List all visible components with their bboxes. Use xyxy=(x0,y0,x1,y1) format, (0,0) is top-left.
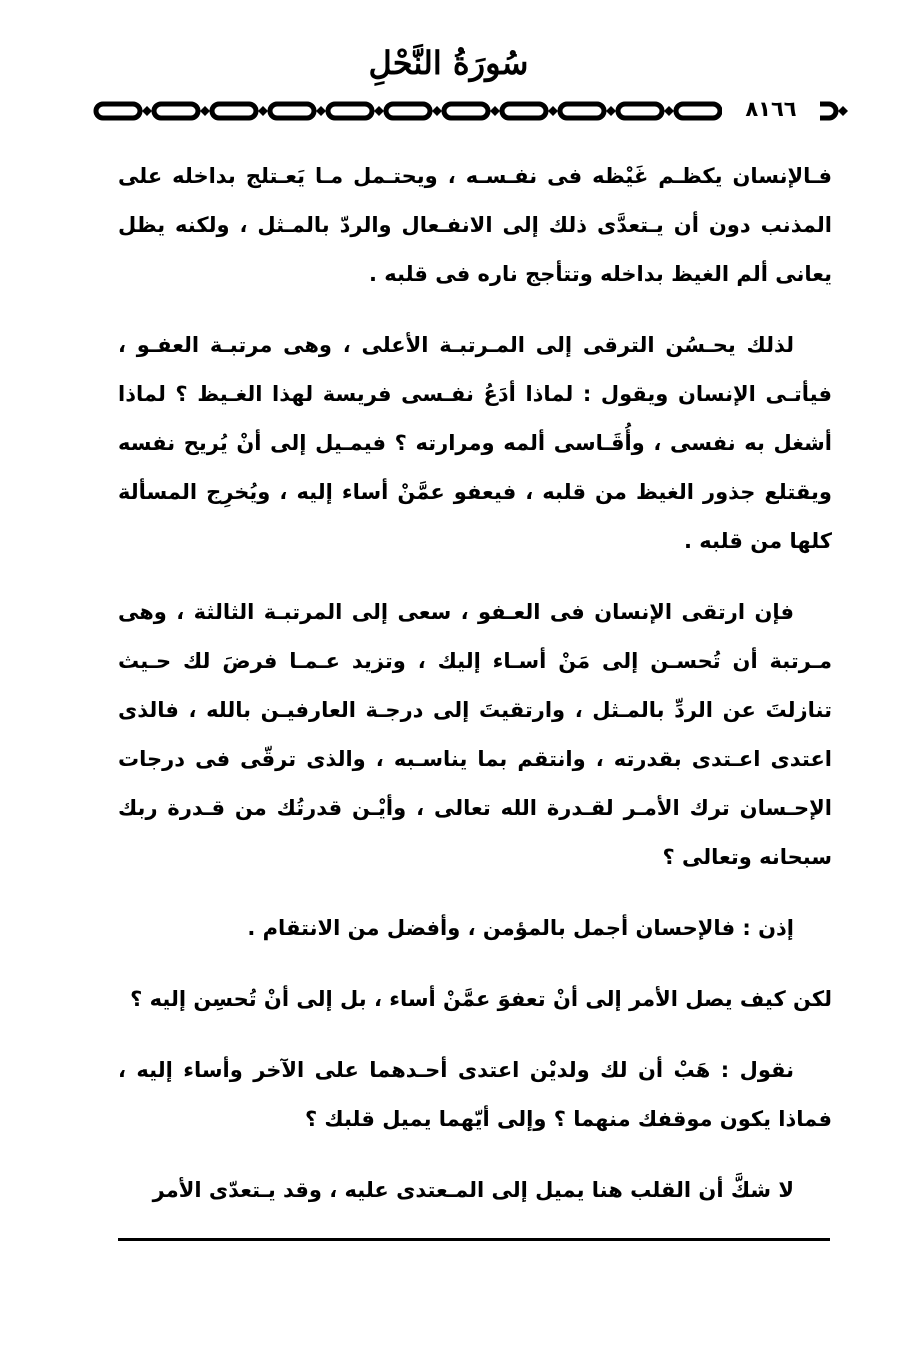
chain-link xyxy=(618,104,662,118)
chain-diamond xyxy=(838,106,848,116)
paragraph-1: فـالإنسان يكظـم غَيْظه فى نفـسـه ، ويحتـمل مـا يَعـتلج بداخله على المذنب دون أن يـتعدَّى ذلك إلى الانفـعال والردّ بالمـثل ، ولكنه يظل يعانى ألم الغيظ بداخله وتتأجج ناره فى قلبه . xyxy=(118,164,832,286)
page-number: ٨١٦٦ xyxy=(722,96,820,122)
footer-rule xyxy=(118,1238,830,1241)
surah-title: سُورَةُ النَّحْلِ xyxy=(368,44,529,82)
chain-link xyxy=(96,104,140,118)
chain-diamond xyxy=(664,106,674,116)
chain-diamond xyxy=(316,106,326,116)
paragraph-2: لذلك يحـسُن الترقى إلى المـرتبـة الأعلى ، وهى مرتبـة العفـو ، فيأتـى الإنسان ويقول : لماذا أدَعُ نفـسى فريسة لهذا الغـيظ ؟ لماذا أشغل به نفسى ، وأُقَـاسى ألمه ومرارته ؟ فيمـيل إلى أنْ يُريح نفسه ويقتلع جذور الغيظ من قلبه ، فيعفو عمَّنْ أساء إليه ، ويُخرِج المسألة كلها من قلبه . xyxy=(118,333,832,553)
chain-link xyxy=(328,104,372,118)
chain-diamond xyxy=(200,106,210,116)
chain-diamond xyxy=(432,106,442,116)
chain-diamond xyxy=(142,106,152,116)
chain-link xyxy=(676,104,720,118)
paragraph-3: فإن ارتقى الإنسان فى العـفو ، سعى إلى المرتبـة الثالثة ، وهى مـرتبة أن تُحسـن إلى مَنْ أسـاء إليك ، وتزيد عـمـا فرضَ لك حـيث تنازلتَ عن الردِّ بالمـثل ، وارتقيتَ إلى درجـة العارفيـن بالله ، فالذى اعتدى اعـتدى بقدرته ، وانتقم بما يناسـبه ، والذى ترقّى فى درجات الإحـسان ترك الأمـر لقـدرة الله تعالى ، وأيْـن قدرتُك من قـدرة ربك سبحانه وتعالى ؟ xyxy=(118,600,832,869)
chain-diamond xyxy=(490,106,500,116)
chain-link xyxy=(444,104,488,118)
chain-diamond xyxy=(374,106,384,116)
chain-link xyxy=(560,104,604,118)
paragraph-4: إذن : فالإحسان أجمل بالمؤمن ، وأفضل من الانتقام . xyxy=(247,916,794,940)
chain-link xyxy=(212,104,256,118)
chain-diamond xyxy=(548,106,558,116)
chain-link xyxy=(270,104,314,118)
chain-link xyxy=(502,104,546,118)
chain-link xyxy=(386,104,430,118)
paragraph-5: لكن كيف يصل الأمر إلى أنْ تعفوَ عمَّنْ أساء ، بل إلى أنْ تُحسِن إليه ؟ xyxy=(130,987,832,1011)
chain-link xyxy=(154,104,198,118)
chain-diamond xyxy=(606,106,616,116)
body-text xyxy=(118,152,832,1237)
paragraph-6: نقول : هَبْ أن لك ولديْن اعتدى أحـدهما على الآخر وأساء إليه ، فماذا يكون موقفك منهما ؟ وإلى أيّهما يميل قلبك ؟ xyxy=(118,1058,832,1131)
paragraph-7: لا شكَّ أن القلب هنا يميل إلى المـعتدى عليه ، وقد يـتعدّى الأمر xyxy=(152,1178,794,1202)
chain-diamond xyxy=(258,106,268,116)
